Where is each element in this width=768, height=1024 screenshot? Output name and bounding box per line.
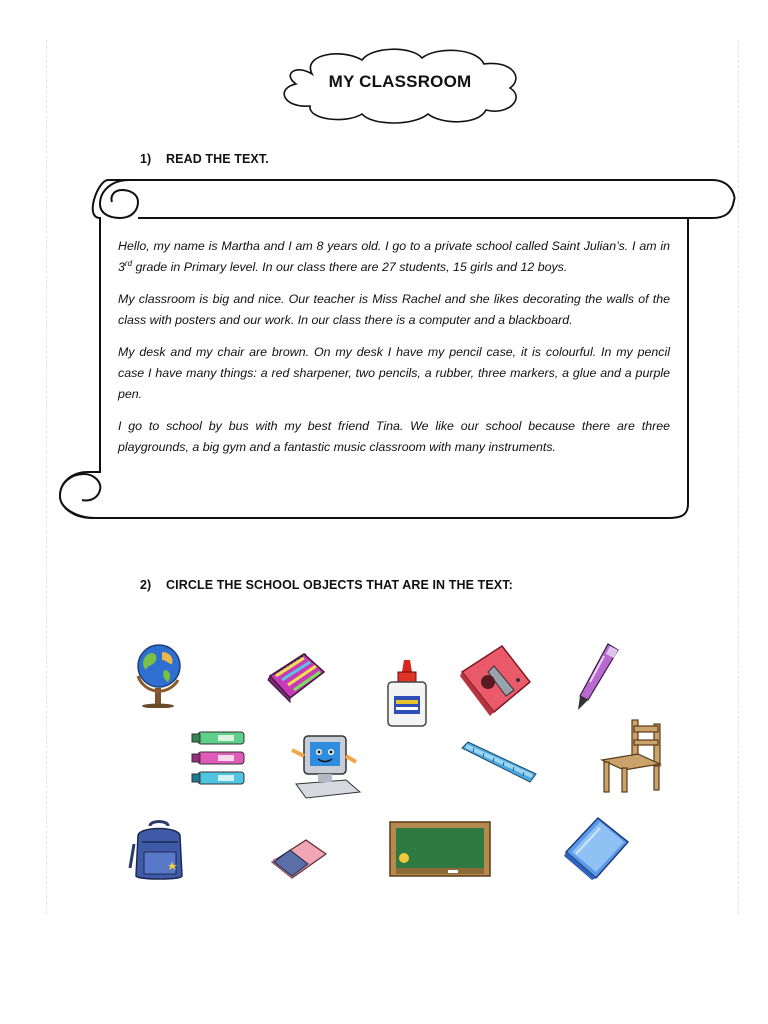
folder-icon[interactable] (562, 812, 632, 882)
reading-paragraph-1 (118, 236, 670, 278)
reading-paragraph-2: My classroom is big and nice. Our teacher is Miss Rachel and she likes decorating the walls of the class with posters and our work. In our class there is a computer and a blackboard. (118, 292, 670, 327)
pencil-case-icon[interactable] (264, 648, 328, 704)
pen-icon[interactable] (574, 642, 622, 712)
ruler-icon[interactable] (460, 740, 538, 784)
page-margin-right (738, 40, 739, 914)
rubber-icon[interactable] (270, 836, 328, 880)
globe-icon[interactable] (128, 642, 190, 708)
reading-text (118, 236, 670, 469)
reading-paragraph-4: I go to school by bus with my best friend Tina. We like our school because there are three playgrounds, a big gym and a fantastic music classroom with many instruments. (118, 419, 670, 454)
section-2-number: 2) (140, 578, 152, 592)
reading-p1-part-a: Hello, my name is Martha and I am 8 years old. I go to a private school called Saint Julian’s. I am in 3 (118, 239, 670, 274)
reading-p1-part-b: grade in Primary level. In our class there are 27 students, 15 girls and 12 boys. (132, 260, 568, 274)
markers-icon[interactable] (190, 726, 252, 792)
sharpener-icon[interactable] (458, 642, 534, 718)
reading-p1-superscript: rd (124, 258, 133, 268)
section-1-text: READ THE TEXT. (166, 152, 269, 166)
section-2-heading (140, 578, 513, 592)
glue-bottle-icon[interactable] (384, 658, 432, 730)
page-title: MY CLASSROOM (328, 72, 472, 91)
reading-paragraph-3: My desk and my chair are brown. On my desk I have my pencil case, it is colourful. In my pencil case I have many things: a red sharpener, two pencils, a rubber, three markers, a glue and a purple pen. (118, 345, 670, 401)
section-1-number: 1) (140, 152, 152, 166)
blackboard-icon[interactable] (388, 820, 492, 878)
section-2-text: CIRCLE THE SCHOOL OBJECTS THAT ARE IN THE TEXT: (166, 578, 513, 592)
section-1-heading (140, 152, 269, 166)
chair-icon[interactable] (598, 718, 664, 794)
backpack-icon[interactable] (128, 818, 192, 882)
computer-icon[interactable] (286, 732, 366, 800)
page-margin-left (46, 40, 47, 914)
title-cloud (272, 44, 528, 126)
